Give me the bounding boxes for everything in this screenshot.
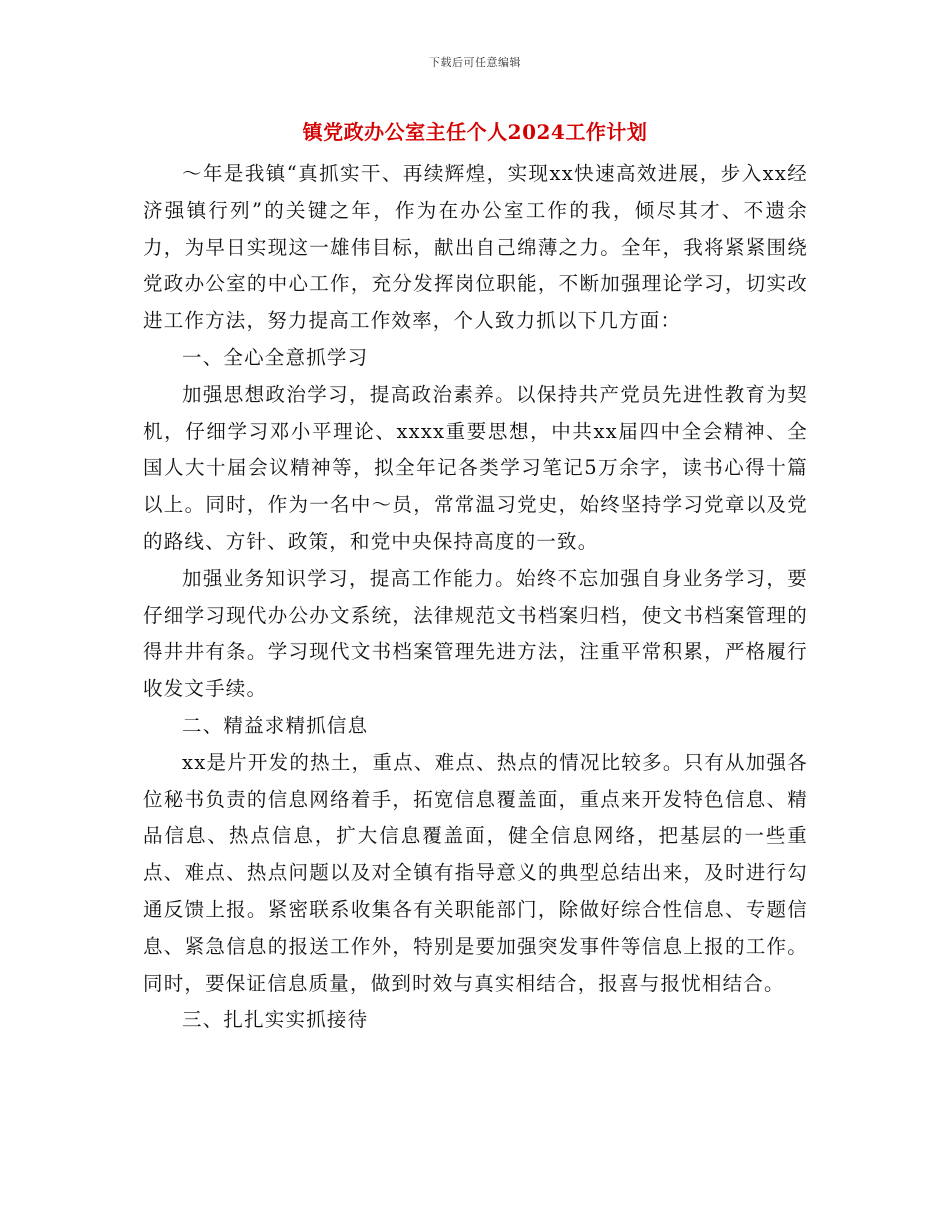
intro-paragraph: ～年是我镇“真抓实干、再续辉煌，实现xx快速高效进展，步入xx经济强镇行列”的关键之年，作为在办公室工作的我，倾尽其才、不遗余力，为早日实现这一雄伟目标，献出自己绵薄之力。全年，我将紧紧围绕党政办公室的中心工作，充分发挥岗位职能，不断加强理论学习，切实改进工作方法，努力提高工作效率，个人致力抓以下几方面：	[143, 162, 808, 333]
header-note: 下载后可任意编辑	[429, 56, 521, 69]
document-body	[143, 156, 808, 1039]
document-title: 镇党政办公室主任个人2024工作计划	[302, 120, 648, 144]
section-heading-reception: 三、扎扎实实抓接待	[182, 1008, 369, 1032]
study-paragraph-political: 加强思想政治学习，提高政治素养。以保持共产党员先进性教育为契机，仔细学习邓小平理论、xxxx重要思想，中共xx届四中全会精神、全国人大十届会议精神等，拟全年记各类学习笔记5万余字，读书心得十篇以上。同时，作为一名中～员，常常温习党史，始终坚持学习党章以及党的路线、方针、政策，和党中央保持高度的一致。	[143, 382, 808, 553]
study-paragraph-business: 加强业务知识学习，提高工作能力。始终不忘加强自身业务学习，要仔细学习现代办公办文系统，法律规范文书档案归档，使文书档案管理的得井井有条。学习现代文书档案管理先进方法，注重平常积累，严格履行收发文手续。	[143, 566, 808, 701]
section-heading-study: 一、全心全意抓学习	[182, 345, 369, 369]
section-heading-information: 二、精益求精抓信息	[182, 713, 369, 737]
information-paragraph: xx是片开发的热土，重点、难点、热点的情况比较多。只有从加强各位秘书负责的信息网络着手，拓宽信息覆盖面，重点来开发特色信息、精品信息、热点信息，扩大信息覆盖面，健全信息网络，把基层的一些重点、难点、热点问题以及对全镇有指导意义的典型总结出来，及时进行勾通反馈上报。紧密联系收集各有关职能部门，除做好综合性信息、专题信息、紧急信息的报送工作外，特别是要加强突发事件等信息上报的工作。同时，要保证信息质量，做到时效与真实相结合，报喜与报忧相结合。	[143, 750, 808, 995]
